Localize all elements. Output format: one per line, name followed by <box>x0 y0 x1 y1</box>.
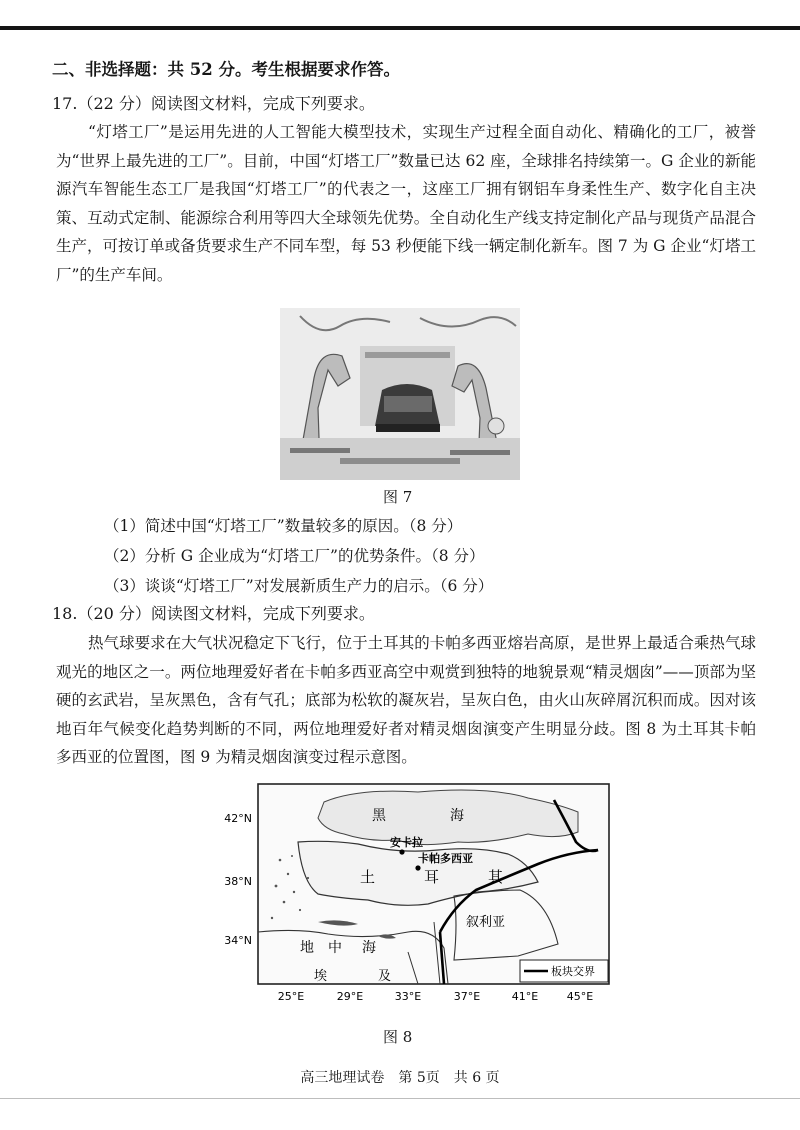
production-line-photo <box>280 308 520 480</box>
q18-paragraph <box>56 629 756 772</box>
bottom-rule <box>0 1098 800 1099</box>
mediterranean-label-2: 中 <box>328 940 342 956</box>
q17-header: 17.（22 分）阅读图文材料，完成下列要求。 <box>52 94 375 113</box>
lon-label-33: 33°E <box>394 990 422 1003</box>
cappadocia-label: 卡帕多西亚 <box>418 852 473 865</box>
egypt-label-2: 及 <box>378 969 392 984</box>
q18-paragraph-text: 热气球要求在大气状况稳定下飞行，位于土耳其的卡帕多西亚熔岩高原，是世界上最适合乘热气球观光的地区之一。两位地理爱好者在卡帕多西亚高空中观赏到独特的地貌景观“精灵烟囱”——顶部为坚硬的玄武岩，呈灰黑色，含有气孔；底部为松软的凝灰岩，呈灰白色，由火山灰碎屑沉积而成。因对该地百年气候变化趋势判断的不同，两位地理爱好者对精灵烟囱演变产生明显分歧。图 8 为土耳其卡帕多西亚的位置图，图 9 为精灵烟囱演变过程示意图。 <box>56 634 756 766</box>
lon-label-41: 41°E <box>511 990 539 1003</box>
mediterranean-label-3: 海 <box>362 940 376 956</box>
lat-label-34: 34°N <box>224 934 252 947</box>
page-footer: 高三地理试卷 第 5页 共 6 页 <box>300 1070 500 1086</box>
lat-label-42: 42°N <box>224 812 252 825</box>
lat-label-38: 38°N <box>224 875 252 888</box>
q17-sub3: （3）谈谈“灯塔工厂”对发展新质生产力的启示。（6 分） <box>104 577 494 595</box>
q18-header: 18.（20 分）阅读图文材料，完成下列要求。 <box>52 604 375 623</box>
turkey-label-3: 其 <box>488 868 504 886</box>
ankara-label: 安卡拉 <box>390 836 423 849</box>
q17-sub2: （2）分析 G 企业成为“灯塔工厂”的优势条件。（8 分） <box>104 547 485 565</box>
q17-paragraph-text: “灯塔工厂”是运用先进的人工智能大模型技术，实现生产过程全面自动化、精确化的工厂，被誉为“世界上最先进的工厂”。目前，中国“灯塔工厂”数量已达 62 座，全球排名持续第一。G 企业的新能源汽车智能生态工厂是我国“灯塔工厂”的代表之一，这座工厂拥有钢铝车身柔性生产、数字化自主决策、互动式定制、能源综合利用等四大全球领先优势。全自动化生产线支持定制化产品与现货产品混合生产，可按订单或备货要求生产不同车型，每 53 秒便能下线一辆定制化新车。图 7 为 G 企业“灯塔工厂”的生产车间。 <box>56 123 756 284</box>
top-rule <box>0 26 800 30</box>
lon-label-37: 37°E <box>453 990 481 1003</box>
mediterranean-label-1: 地 <box>300 940 314 956</box>
turkey-location-map <box>224 782 611 1003</box>
q17-paragraph <box>56 118 756 289</box>
syria-label: 叙利亚 <box>466 915 506 930</box>
lon-label-25: 25°E <box>277 990 305 1003</box>
turkey-label-1: 土 <box>360 868 376 886</box>
black-sea-label-2: 海 <box>450 808 464 824</box>
figure-7-caption: 图 7 <box>383 488 413 506</box>
turkey-label-2: 耳 <box>424 868 440 886</box>
lon-label-45: 45°E <box>566 990 594 1003</box>
lon-label-29: 29°E <box>336 990 364 1003</box>
legend-label: 板块交界 <box>551 965 595 978</box>
egypt-label-1: 埃 <box>314 969 328 984</box>
figure-8-caption: 图 8 <box>383 1028 413 1046</box>
q17-sub1: （1）简述中国“灯塔工厂”数量较多的原因。（8 分） <box>104 517 463 535</box>
section-heading: 二、非选择题：共 52 分。考生根据要求作答。 <box>52 60 400 79</box>
black-sea-label-1: 黑 <box>372 808 386 824</box>
